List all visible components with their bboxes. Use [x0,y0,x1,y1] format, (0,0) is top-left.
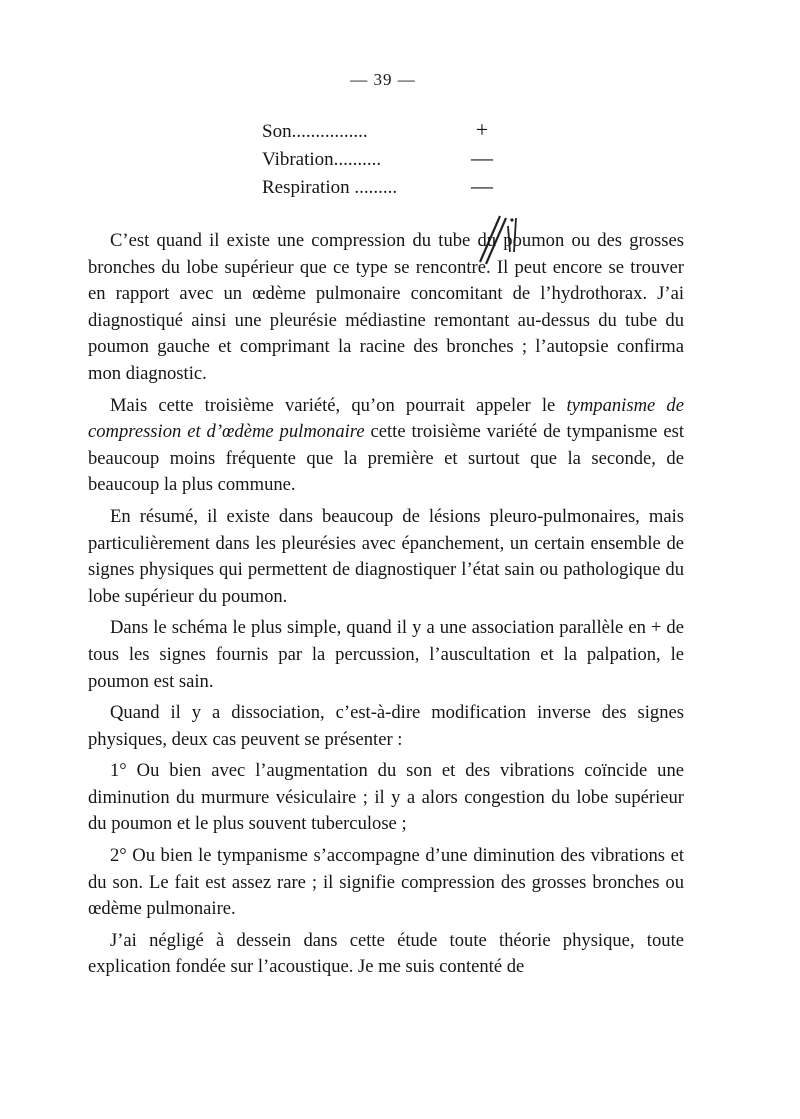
schema-sign: — [471,145,493,170]
paragraph: Quand il y a dissociation, c’est-à-dire modification inverse des signes physiques, deux cas peuvent se présenter : [88,702,684,750]
schema-label: Respiration ......... [262,177,398,198]
italic-term: tympanisme de compression et d’œdème pulmonaire [88,394,684,443]
signs-schema [262,116,522,200]
paragraph: C’est quand il existe une compression du tube du poumon ou des grosses bronches du lobe supérieur que ce type se rencontre. Il peut encore se trouver en rapport avec un œdème pulmonaire concomitant de l’hydrothorax. J’ai diagnostiqué ainsi une pleurésie médiastine remontant au-dessus du tube du poumon gauche et comprimant la racine des bronches ; l’autopsie confirma mon diagnostic. [88,230,684,384]
schema-row-son [262,116,522,144]
schema-label: Vibration.......... [262,149,382,170]
schema-row-respiration [262,172,522,200]
body-text [88,228,684,986]
paragraph: Dans le schéma le plus simple, quand il y a une association parallèle en + de tous les signes fournis par la percussion, l’auscultation et la palpation, le poumon est sain. [88,617,684,692]
schema-label: Son................ [262,121,368,142]
paragraph-text: Mais cette troisième variété, qu’on pourrait appeler le [110,394,567,416]
schema-sign: — [471,173,493,198]
paragraph-text: cette troisième variété de tympanisme est beaucoup moins fréquente que la première et surtout que la seconde, de beaucoup la plus commune. [88,421,684,496]
paragraph [88,393,684,499]
schema-sign: + [475,117,489,142]
paragraph: 1° Ou bien avec l’augmentation du son et des vibrations coïncide une diminution du murmure vésiculaire ; il y a alors congestion du lobe supérieur du poumon et le plus souvent tuberculose ; [88,760,684,835]
paragraph: En résumé, il existe dans beaucoup de lésions pleuro-pulmonaires, mais particulièrement dans les pleurésies avec épanchement, un certain ensemble de signes physiques qui permettent de diagnostiquer l’état sain ou pathologique du lobe supérieur du poumon. [88,505,684,607]
paragraph: 2° Ou bien le tympanisme s’accompagne d’une diminution des vibrations et du son. Le fait est assez rare ; il signifie compression des grosses bronches ou œdème pulmonaire. [88,845,684,920]
paragraph: J’ai négligé à dessein dans cette étude toute théorie physique, toute explication fondée sur l’acoustique. Je me suis contenté de [88,929,684,978]
schema-row-vibration [262,144,522,172]
page-number: — 39 — [350,70,416,89]
